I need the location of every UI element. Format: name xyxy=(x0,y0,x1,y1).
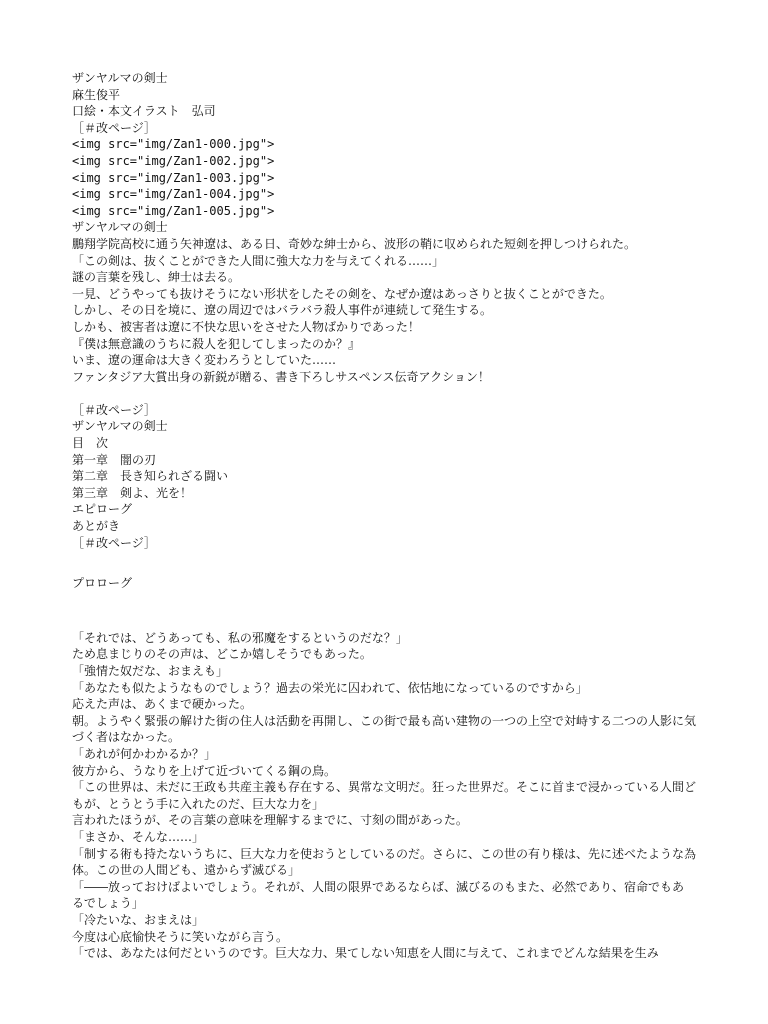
blank-space xyxy=(72,592,696,630)
document-body xyxy=(72,70,696,962)
toc-entry: エピローグ xyxy=(72,502,133,517)
img-tag-line: <img src="img/Zan1-003.jpg"> xyxy=(72,170,275,185)
toc-entry: 第二章 長き知られざる闘い xyxy=(72,469,229,484)
toc-book-title: ザンヤルマの剣士 xyxy=(72,419,168,434)
book-title: ザンヤルマの剣士 xyxy=(72,71,168,85)
synopsis-line: 『僕は無意識のうちに殺人を犯してしまったのか？』 xyxy=(72,336,361,351)
prologue-line: 「冷たいな、おまえは」 xyxy=(72,912,205,927)
img-tag-line: <img src="img/Zan1-002.jpg"> xyxy=(72,153,275,168)
prologue-heading: プロローグ xyxy=(72,576,133,591)
synopsis-line: しかも、被害者は遼に不快な思いをさせた人物ばかりであった！ xyxy=(72,319,420,334)
prologue-line: 「では、あなたは何だというのです。巨大な力、果てしない知恵を人間に与えて、これまでどんな結果を生み xyxy=(72,946,659,961)
synopsis-line: いま、遼の運命は大きく変わろうとしていた…… xyxy=(72,353,337,368)
prologue-line: 「――放っておけばよいでしょう。それが、人間の限界であるならば、滅びるのもまた、必然であり、宿命でもあるでしょう」 xyxy=(72,879,685,911)
toc-entry: 第一章 闇の刃 xyxy=(72,452,157,467)
img-tag-line: <img src="img/Zan1-000.jpg"> xyxy=(72,137,275,152)
page-break-marker: ［＃改ページ］ xyxy=(72,402,156,417)
synopsis-line: 謎の言葉を残し、紳士は去る。 xyxy=(72,270,241,285)
blank-line xyxy=(72,385,696,402)
prologue-line: 「強情た奴だな、おまえも」 xyxy=(72,664,229,678)
img-tag-line: <img src="img/Zan1-004.jpg"> xyxy=(72,187,275,202)
synopsis-line: 一見、どうやっても抜けそうにない形状をしたその剣を、なぜか遼はあっさりと抜くことができた。 xyxy=(72,286,612,301)
prologue-line: 「あれが何かわかるか？」 xyxy=(72,746,217,761)
prologue-line: 今度は心底愉快そうに笑いながら言う。 xyxy=(72,929,289,944)
prologue-line: 彼方から、うなりを上げて近づいてくる鋼の鳥。 xyxy=(72,763,337,778)
author-name: 麻生俊平 xyxy=(72,87,121,102)
prologue-line: 「制する術も持たないうちに、巨大な力を使おうとしているのだ。さらに、この世の有り様は、先に述べたような為体。この世の人間ども、遠からず滅びる」 xyxy=(72,846,697,878)
blank-space xyxy=(72,551,696,575)
page-break-marker: ［＃改ページ］ xyxy=(72,535,156,550)
prologue-line: 「あなたも似たようなものでしょう？過去の栄光に囚われて、依怙地になっているのですから」 xyxy=(72,680,588,695)
book-title-repeat: ザンヤルマの剣士 xyxy=(72,220,168,235)
synopsis-line: 「この剣は、抜くことができた人間に強大な力を与えてくれる……」 xyxy=(72,253,445,268)
synopsis-line: 鵬翔学院高校に通う矢神遼は、ある日、奇妙な紳士から、波形の鞘に収められた短剣を押しつけられた。 xyxy=(72,236,637,251)
toc-entry: あとがき xyxy=(72,519,121,534)
prologue-line: 「それでは、どうあっても、私の邪魔をするというのだな？」 xyxy=(72,630,408,645)
toc-entry: 第三章 剣よ、光を！ xyxy=(72,485,193,500)
prologue-line: 応えた声は、あくまで硬かった。 xyxy=(72,697,253,712)
prologue-line: 朝。ようやく緊張の解けた街の住人は活動を再開し、この街で最も高い建物の一つの上空で対峙する二つの人影に気づく者はなかった。 xyxy=(72,713,697,745)
prologue-line: 「この世界は、未だに王政も共産主義も存在する、異常な文明だ。狂った世界だ。そこに首まで浸かっている人間どもが、とうとう手に入れたのだ、巨大な力を」 xyxy=(72,780,697,811)
page-break-marker: ［＃改ページ］ xyxy=(72,120,156,135)
prologue-line: ため息まじりのその声は、どこか嬉しそうでもあった。 xyxy=(72,647,372,662)
prologue-line: 言われたほうが、その言葉の意味を理解するまでに、寸刻の間があった。 xyxy=(72,813,468,828)
prologue-line: 「まさか、そんな……」 xyxy=(72,829,205,844)
illustration-credit: 口絵・本文イラスト 弘司 xyxy=(72,104,216,119)
synopsis-line: しかし、その日を境に、遼の周辺ではバラバラ殺人事件が連続して発生する。 xyxy=(72,303,493,318)
synopsis-line: ファンタジア大賞出身の新鋭が贈る、書き下ろしサスペンス伝奇アクション！ xyxy=(72,369,490,384)
img-tag-line: <img src="img/Zan1-005.jpg"> xyxy=(72,203,275,218)
toc-heading: 目 次 xyxy=(72,436,109,451)
